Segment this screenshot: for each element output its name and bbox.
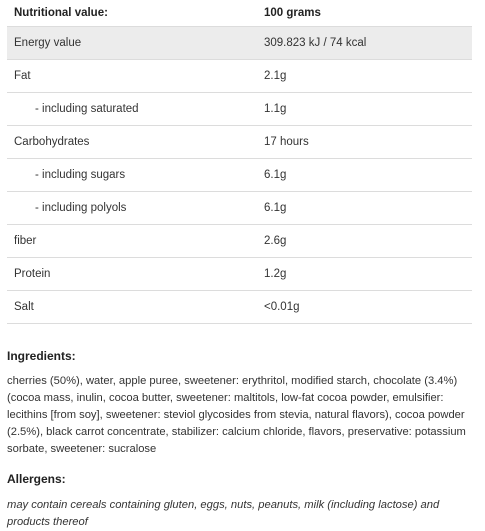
nutrient-value: 6.1g — [264, 202, 287, 214]
nutrient-name: Salt — [14, 301, 34, 313]
nutrition-row-fiber — [7, 225, 472, 258]
nutrition-header-row — [7, 0, 472, 27]
nutrition-header-name: Nutritional value: — [14, 7, 108, 19]
nutrient-value: 17 hours — [264, 136, 309, 148]
nutrient-name: Protein — [14, 268, 51, 280]
ingredients-text: cherries (50%), water, apple puree, sweetener: erythritol, modified starch, chocolate (3.4%) (cocoa mass, inulin, cocoa butter, sweetener: maltitols, low-fat cocoa powder, emulsifier: lecithins [from soy], sweetener: steviol glycosides from stevia, natural flavors), cocoa powder (2.5%), black carrot concentrate, stabilizer: calcium chloride, flavors, preservative: potassium sorbate, sweetener: sucralose — [7, 375, 466, 455]
nutrient-name: - including polyols — [35, 202, 127, 214]
nutrient-value: 6.1g — [264, 169, 287, 181]
nutrition-header-value: 100 grams — [264, 7, 321, 19]
nutrient-name: - including sugars — [35, 169, 126, 181]
nutrition-row-salt — [7, 291, 472, 324]
nutrient-name: Energy value — [14, 37, 82, 49]
nutrient-name: Fat — [14, 70, 31, 82]
nutrition-row-sugars — [7, 159, 472, 192]
nutrient-value: 309.823 kJ / 74 kcal — [264, 37, 367, 49]
nutrition-row-polyols — [7, 192, 472, 225]
nutrient-value: 2.6g — [264, 235, 287, 247]
nutrition-row-protein — [7, 258, 472, 291]
ingredients-heading: Ingredients: — [7, 349, 76, 363]
nutrient-name: fiber — [14, 235, 37, 247]
nutrient-value: 1.1g — [264, 103, 287, 115]
nutrient-name: Carbohydrates — [14, 136, 90, 148]
allergens-text: may contain cereals containing gluten, eggs, nuts, peanuts, milk (including lactose) and products thereof — [7, 499, 440, 528]
nutrition-table — [7, 0, 472, 324]
nutrient-name: - including saturated — [35, 103, 139, 115]
allergens-heading: Allergens: — [7, 472, 66, 486]
nutrition-row-energy — [7, 27, 472, 60]
nutrition-row-carbohydrates — [7, 126, 472, 159]
nutrition-row-fat — [7, 60, 472, 93]
nutrient-value: 2.1g — [264, 70, 287, 82]
nutrition-row-saturated — [7, 93, 472, 126]
nutrient-value: <0.01g — [264, 301, 300, 313]
nutrient-value: 1.2g — [264, 268, 287, 280]
